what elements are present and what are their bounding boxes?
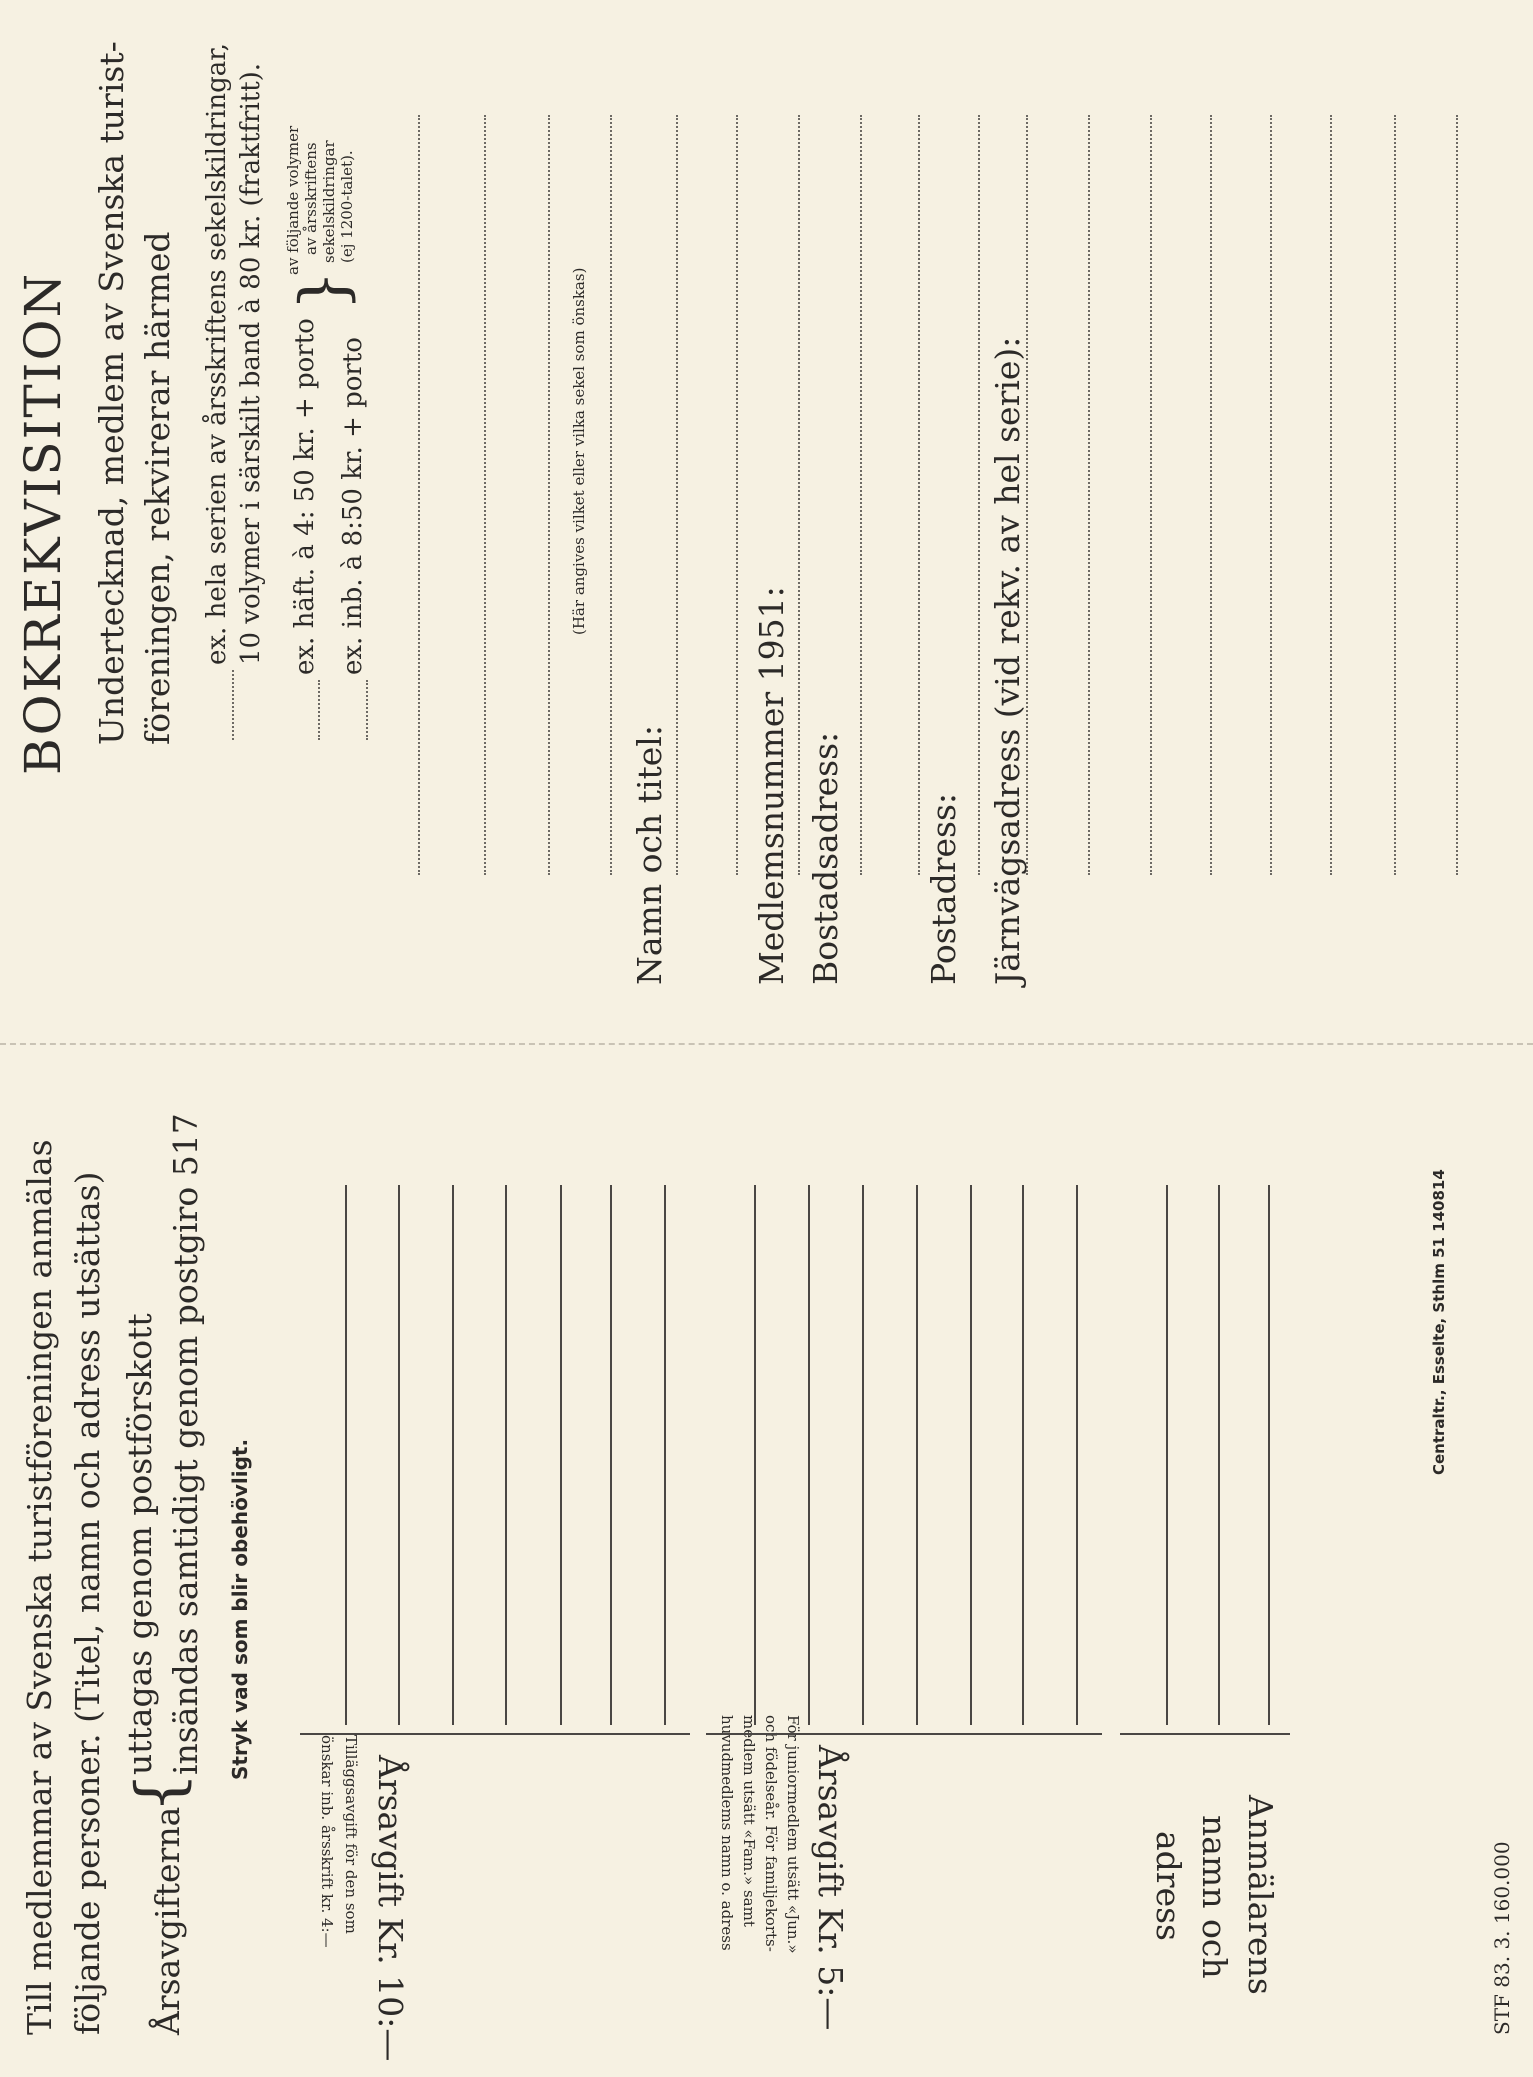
century-entry-line[interactable] [1088,115,1090,875]
century-entry-line[interactable] [1330,115,1332,875]
century-entry-line[interactable] [1394,115,1396,875]
fee-10-title: Årsavgift Kr. 10:— [371,1755,410,2062]
qty-field-series[interactable] [232,670,234,740]
membership-line-2: följande personer. (Titel, namn och adress utsättas) [68,1171,107,2035]
fee-option-giro[interactable]: insändas samtidigt genom postgiro 517 [166,1113,205,1775]
fee-5-note-1: För juniormedlem utsätt «Jun.» [784,1715,802,1954]
bracket-note-4: (ej 1200-talet). [338,150,356,263]
reporter-label-3: adress [1149,1831,1188,1941]
fee-10-entry-line[interactable] [452,1185,454,1725]
name-label: Namn och titel: [630,725,669,985]
reporter-entry-line[interactable] [1268,1185,1270,1725]
century-entry-line[interactable] [918,115,920,875]
fee-10-label-block [290,1725,410,2062]
century-entry-line[interactable] [1456,115,1458,875]
fee-5-note-4: huvudmedlems namn o. adress [718,1715,736,1951]
fee-5-entry-line[interactable] [808,1185,810,1725]
qty-field-paperback[interactable] [318,680,320,740]
reporter-label-block [1120,1795,1280,2025]
fee-5-note-3: medlem utsätt «Fam.» samt [740,1715,758,1927]
qty-field-bound[interactable] [366,680,368,740]
fee-5-entry-line[interactable] [970,1185,972,1725]
century-note: (Här angives vilket eller vilka sekel som önskas) [570,267,588,635]
intro-line-1: Undertecknad, medlem av Svenska turist- [92,41,131,745]
reporter-brace-line [1120,1733,1290,1735]
fee-10-note-2: önskar inb. årsskrift kr. 4:— [318,1735,336,1948]
century-entry-line[interactable] [418,115,420,875]
right-curly-brace: } [287,270,361,311]
bracket-note-3: sekelskildringar [320,140,338,263]
fees-label: Årsavgifterna [148,1806,187,2035]
strike-note: Stryk vad som blir obehövligt. [228,1438,252,1780]
fee-10-entry-line[interactable] [398,1185,400,1725]
fee-5-entry-line[interactable] [862,1185,864,1725]
century-entry-line[interactable] [736,115,738,875]
fee-5-title: Årsavgift Kr. 5:— [811,1745,850,2031]
fee-5-entry-line[interactable] [1022,1185,1024,1725]
member-number-label: Medlemsnummer 1951: [752,586,791,985]
fee-10-entry-line[interactable] [610,1185,612,1725]
reporter-label-1: Anmälarens [1241,1795,1280,1995]
book-requisition-panel [0,0,1533,1015]
century-entry-line[interactable] [548,115,550,875]
fee-5-note-2: och födelseår. För familjekorts- [762,1715,780,1952]
item-paperback: ex. häft. à 4: 50 kr. + porto [290,318,320,675]
fee-5-brace-line [706,1733,1102,1735]
rail-address-label: Järnvägsadress (vid rekv. av hel serie): [988,336,1027,985]
century-entry-line[interactable] [1270,115,1272,875]
reporter-entry-line[interactable] [1218,1185,1220,1725]
address-label: Bostadsadress: [806,731,845,985]
printer-imprint: Centraltr., Esselte, Sthlm 51 140814 [1430,1169,1448,1475]
membership-panel [0,1035,1533,2065]
fee-10-entry-line[interactable] [664,1185,666,1725]
postal-label: Postadress: [924,792,963,985]
century-entry-line[interactable] [860,115,862,875]
century-entry-line[interactable] [676,115,678,875]
fee-10-note-1: Tilläggsavgift för den som [342,1735,360,1934]
bracket-note-2: av årsskriftens [302,142,320,255]
requisition-title: BOKREKVISITION [14,271,72,775]
century-entry-line[interactable] [978,115,980,875]
item-series-line-1: ex. hela serien av årsskriftens sekelskildringar, [202,42,232,665]
item-bound: ex. inb. à 8:50 kr. + porto [338,337,368,675]
fee-10-entry-line[interactable] [560,1185,562,1725]
fee-10-brace-line [300,1733,690,1735]
fee-10-entry-line[interactable] [345,1185,347,1725]
century-entry-line[interactable] [484,115,486,875]
reporter-entry-line[interactable] [1166,1185,1168,1725]
reporter-label-2: namn och [1195,1815,1234,1979]
bracket-note-1: av följande volymer [284,125,302,275]
fee-10-entry-line[interactable] [505,1185,507,1725]
item-series-line-2: 10 volymer i särskilt band à 80 kr. (fraktfritt). [236,62,266,665]
left-curly-brace: { [123,1772,197,1813]
form-code: STF 83. 3. 160.000 [1490,1841,1514,2035]
fee-5-entry-line[interactable] [916,1185,918,1725]
century-entry-line[interactable] [1150,115,1152,875]
fee-5-entry-line[interactable] [754,1185,756,1725]
intro-line-2: föreningen, rekvirerar härmed [138,231,177,745]
fee-5-entry-line[interactable] [1076,1185,1078,1725]
century-entry-line[interactable] [1210,115,1212,875]
fee-option-postal[interactable]: uttagas genom postförskott [120,1313,159,1775]
membership-line-1: Till medlemmar av Svenska turistföreningen anmälas [20,1139,59,2035]
century-entry-line[interactable] [798,115,800,875]
fee-5-label-block [700,1705,850,2031]
century-entry-line[interactable] [610,115,612,875]
